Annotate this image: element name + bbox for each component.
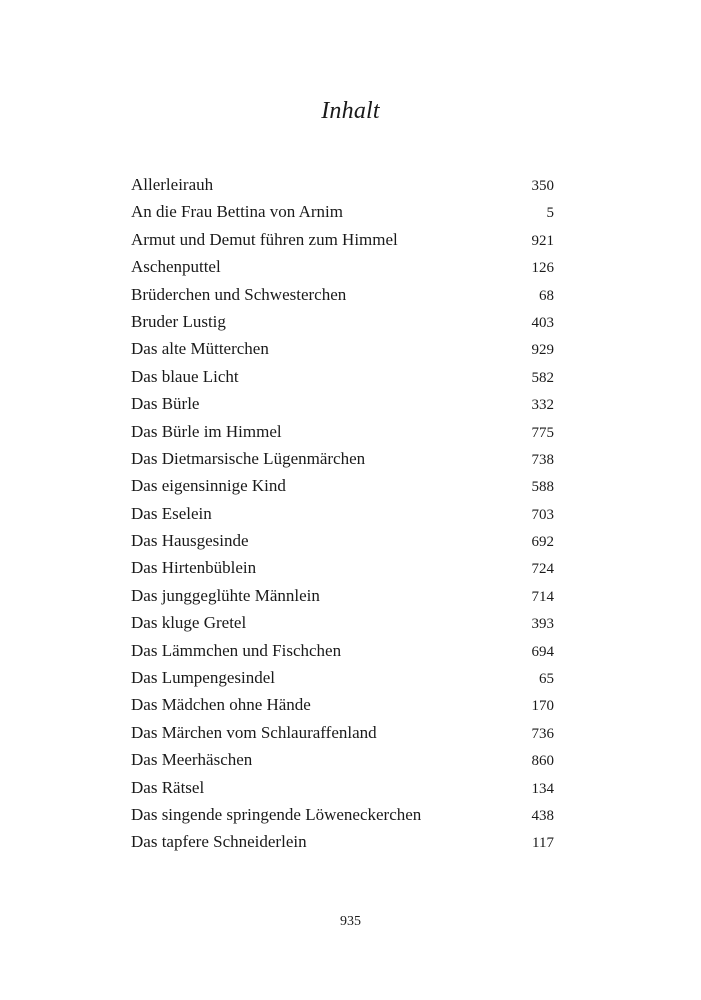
toc-entry-title: Brüderchen und Schwesterchen (131, 284, 347, 304)
toc-entry (131, 582, 554, 609)
page-number: 935 (340, 914, 361, 929)
toc-entry-page-number: 692 (531, 534, 554, 551)
toc-entry-title: Das alte Mütterchen (131, 339, 269, 359)
toc-entry (131, 308, 554, 335)
toc-entry-title: Das Rätsel (131, 777, 205, 797)
toc-entry-title: Aschenputtel (131, 257, 221, 277)
toc-entry (131, 774, 554, 801)
toc-entry-page-number: 170 (531, 698, 554, 715)
toc-entry (131, 390, 554, 417)
toc-entry-title: Das kluge Gretel (131, 613, 247, 633)
toc-entry-title: Das Hausgesinde (131, 531, 249, 551)
toc-entry-title: Das eigensinnige Kind (131, 476, 286, 496)
toc-entry (131, 609, 554, 636)
toc-entry (131, 171, 554, 198)
toc-entry (131, 281, 554, 308)
toc-entry-title: Das Mädchen ohne Hände (131, 695, 311, 715)
toc-entry (131, 719, 554, 746)
toc-entry (131, 637, 554, 664)
toc-entry-page-number: 921 (531, 232, 554, 249)
toc-entry-page-number: 582 (531, 369, 554, 386)
toc-entry-title: Das Lämmchen und Fischchen (131, 640, 342, 660)
toc-entry-page-number: 350 (531, 178, 554, 194)
toc-entry (131, 198, 554, 225)
toc-entry (131, 691, 554, 718)
toc-entry-page-number: 588 (531, 479, 554, 496)
toc-entry-title: Das blaue Licht (131, 366, 239, 386)
page-title: Inhalt (321, 98, 380, 124)
toc-entry (131, 828, 554, 855)
toc-entry-title: An die Frau Bettina von Arnim (131, 202, 344, 222)
toc-entry (131, 500, 554, 527)
toc-entry-page-number: 5 (546, 205, 554, 222)
toc-entry-page-number: 117 (532, 835, 554, 852)
toc-entry-page-number: 393 (531, 616, 554, 633)
toc-entry (131, 472, 554, 499)
toc-entry (131, 335, 554, 362)
toc-entry-page-number: 694 (531, 643, 554, 660)
toc-entry-title: Armut und Demut führen zum Himmel (131, 229, 398, 249)
toc-entry-page-number: 738 (531, 451, 554, 468)
toc-entry-title: Das Bürle im Himmel (131, 421, 282, 441)
toc-entry-page-number: 736 (531, 725, 554, 742)
toc-entry-title: Das Dietmarsische Lügenmärchen (131, 448, 366, 468)
toc-entry-title: Das Eselein (131, 503, 212, 523)
toc-entry-page-number: 403 (531, 314, 554, 331)
toc-entry (131, 418, 554, 445)
toc-entry-title: Das Lumpengesindel (131, 668, 275, 688)
toc-entry (131, 445, 554, 472)
toc-entry-title: Das junggeglühte Männlein (131, 585, 320, 605)
toc-entry-page-number: 65 (539, 671, 554, 688)
toc-entry-title: Das Bürle (131, 394, 200, 414)
toc-entry (131, 527, 554, 554)
toc-entry-page-number: 775 (531, 424, 554, 441)
toc-entry (131, 746, 554, 773)
toc-entry-title: Bruder Lustig (131, 311, 226, 331)
toc-entry-title: Das Meerhäschen (131, 750, 253, 770)
toc-entry-title: Allerleirauh (131, 175, 214, 194)
toc-entry-title: Das singende springende Löweneckerchen (131, 804, 422, 824)
toc-entry-title: Das Hirtenbüblein (131, 558, 257, 578)
toc-entry (131, 253, 554, 280)
toc-entry (131, 801, 554, 828)
toc-entry-page-number: 714 (531, 588, 554, 605)
toc-entry-page-number: 703 (531, 506, 554, 523)
toc-entry (131, 226, 554, 253)
toc-entry (131, 363, 554, 390)
toc-entry (131, 554, 554, 581)
toc-entry-page-number: 929 (531, 342, 554, 359)
toc-entry-title: Das tapfere Schneiderlein (131, 832, 307, 852)
toc-entry-title: Das Märchen vom Schlauraffenland (131, 722, 377, 742)
table-of-contents (131, 171, 554, 856)
toc-entry (131, 664, 554, 691)
toc-entry-page-number: 860 (531, 753, 554, 770)
toc-entry-page-number: 438 (531, 807, 554, 824)
toc-entry-page-number: 68 (539, 287, 554, 304)
toc-entry-page-number: 134 (531, 780, 554, 797)
toc-entry-page-number: 332 (531, 397, 554, 414)
toc-entry-page-number: 126 (531, 260, 554, 277)
toc-entry-page-number: 724 (531, 561, 554, 578)
